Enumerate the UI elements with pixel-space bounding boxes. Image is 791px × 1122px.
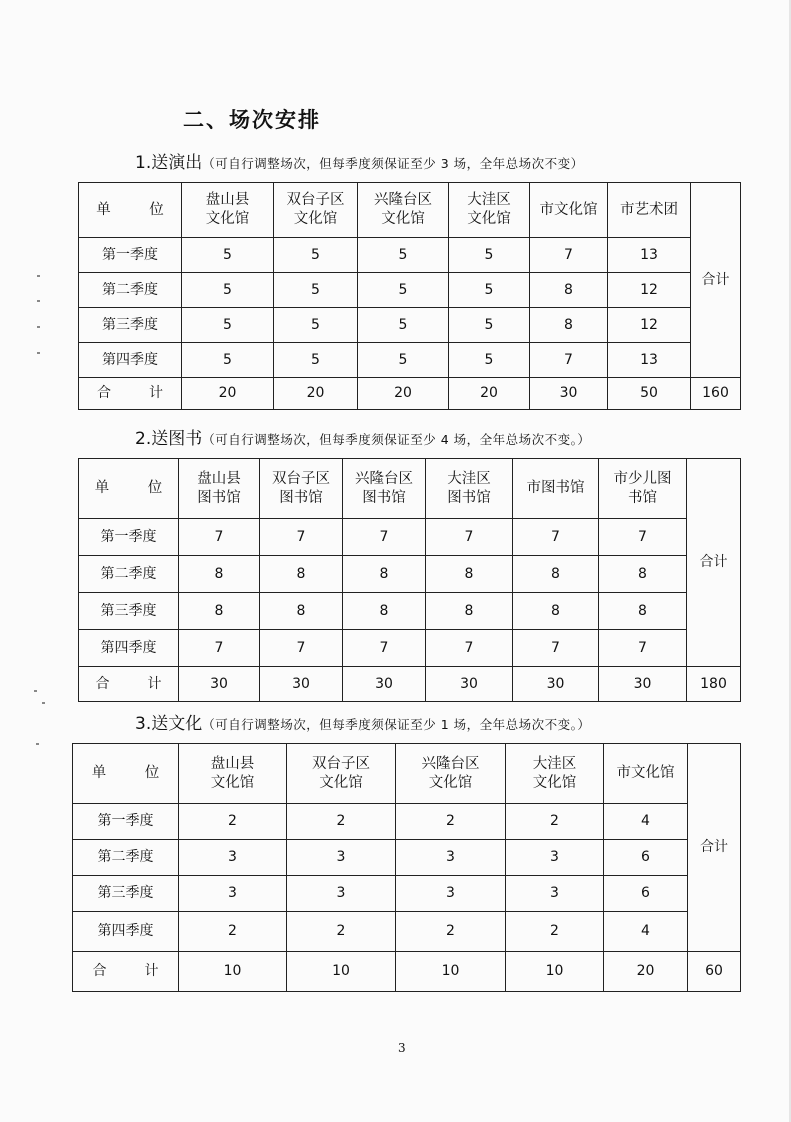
cell: 8 [530,308,608,343]
scan-speck [34,690,37,692]
sum-cell: 10 [179,952,287,992]
section-1-heading [135,148,584,173]
table-row [73,876,741,912]
section-1-title: 1.送演出 [135,153,203,173]
header-line: 双台子区 [312,755,370,772]
cell: 8 [599,593,687,630]
grand-total-cell: 180 [687,667,741,702]
table-sum-row [73,952,741,992]
cell: 8 [343,593,426,630]
row-label: 第四季度 [79,630,179,667]
header-line: 图书馆 [447,489,491,506]
column-header [287,744,396,804]
cell: 5 [449,343,530,378]
section-3-heading [135,709,590,734]
cell: 7 [599,519,687,556]
column-header [604,744,688,804]
header-line: 市图书馆 [526,480,585,497]
header-line: 市文化馆 [539,201,598,218]
row-label: 第四季度 [73,912,179,952]
sum-cell: 20 [604,952,688,992]
cell: 7 [530,343,608,378]
table-row [79,593,741,630]
page-title: 二、场次安排 [183,108,321,132]
cell: 5 [274,308,358,343]
cell: 7 [179,519,260,556]
row-label: 第三季度 [79,593,179,630]
unit-label: 单 位 [79,183,182,238]
table-header-row [79,183,741,238]
section-3-note: （可自行调整场次，但每季度须保证至少 1 场，全年总场次不变。） [202,717,591,732]
cell: 3 [396,876,506,912]
cell: 5 [274,273,358,308]
header-line: 大洼区 [532,755,577,772]
cell: 5 [182,238,274,273]
cell: 5 [358,308,449,343]
sum-cell: 30 [260,667,343,702]
header-line: 图书馆 [197,489,241,506]
page-number: 3 [398,1041,406,1055]
header-line: 大洼区 [447,470,491,487]
column-header [358,183,449,238]
header-line: 文化馆 [210,774,255,791]
cell: 2 [179,804,287,840]
cell: 5 [449,238,530,273]
header-line: 文化馆 [319,774,363,791]
cell: 5 [182,343,274,378]
header-line: 文化馆 [467,211,511,227]
unit-label: 单 位 [79,459,179,519]
column-header [530,183,608,238]
header-line: 图书馆 [279,489,323,506]
header-line: 市文化馆 [616,765,675,782]
section-2-title: 2.送图书 [135,429,203,449]
column-header [506,744,604,804]
scan-speck [37,352,40,354]
header-line: 文化馆 [428,774,473,791]
sum-cell: 10 [287,952,396,992]
unit-label: 单 位 [73,744,179,804]
cell: 13 [608,238,691,273]
column-header [260,459,343,519]
sum-label: 合 计 [73,952,179,992]
row-label: 第二季度 [73,840,179,876]
scan-speck [37,275,40,277]
row-label: 第四季度 [79,343,182,378]
cell: 3 [179,876,287,912]
cell: 8 [530,273,608,308]
row-label: 第一季度 [73,804,179,840]
header-line: 双台子区 [286,192,345,209]
section-3-title: 3.送文化 [135,714,203,734]
column-header [608,183,691,238]
table-row [79,308,741,343]
cell: 3 [287,840,396,876]
cell: 5 [358,238,449,273]
cell: 7 [513,519,599,556]
cell: 3 [396,840,506,876]
header-line: 书馆 [628,489,657,506]
header-line: 市少儿图 [613,470,672,487]
cell: 5 [358,273,449,308]
cell: 2 [287,804,396,840]
cell: 7 [260,630,343,667]
cell: 7 [426,630,513,667]
cell: 5 [449,273,530,308]
sum-cell: 20 [449,378,530,410]
header-line: 市艺术团 [620,201,678,218]
sum-cell: 30 [179,667,260,702]
column-header [513,459,599,519]
sum-cell: 30 [343,667,426,702]
row-label: 第一季度 [79,238,182,273]
header-line: 大洼区 [467,192,511,209]
cell: 5 [182,308,274,343]
cell: 8 [599,556,687,593]
cell: 7 [179,630,260,667]
column-header [343,459,426,519]
row-label: 第二季度 [79,556,179,593]
grand-total-cell: 160 [691,378,741,410]
total-column-label: 合计 [687,459,741,667]
header-line: 兴隆台区 [374,192,432,209]
cell: 5 [274,343,358,378]
scan-speck [37,326,40,328]
header-line: 图书馆 [362,489,406,506]
row-label: 第一季度 [79,519,179,556]
cell: 2 [506,912,604,952]
sum-cell: 10 [396,952,506,992]
cell: 8 [343,556,426,593]
cell: 7 [260,519,343,556]
table-row [79,630,741,667]
table-header-row [79,459,741,519]
cell: 2 [396,804,506,840]
cell: 8 [179,593,260,630]
section-1-table [78,182,741,410]
header-line: 盘山县 [197,470,241,487]
cell: 3 [506,876,604,912]
header-line: 文化馆 [381,211,425,227]
table-row [79,343,741,378]
cell: 5 [358,343,449,378]
sum-cell: 30 [530,378,608,410]
column-header [274,183,358,238]
sum-cell: 30 [599,667,687,702]
table-row [73,840,741,876]
cell: 7 [513,630,599,667]
total-column-label: 合计 [688,744,741,952]
cell: 7 [343,519,426,556]
cell: 2 [287,912,396,952]
cell: 8 [179,556,260,593]
column-header [179,459,260,519]
section-2-heading [135,424,590,449]
cell: 5 [449,308,530,343]
header-line: 盘山县 [210,755,255,772]
cell: 4 [604,804,688,840]
table-sum-row [79,378,741,410]
section-2-note: （可自行调整场次，但每季度须保证至少 4 场，全年总场次不变。） [202,432,591,447]
cell: 6 [604,840,688,876]
column-header [599,459,687,519]
cell: 7 [599,630,687,667]
cell: 3 [287,876,396,912]
scan-speck [36,743,39,745]
sum-cell: 30 [513,667,599,702]
cell: 3 [179,840,287,876]
sum-cell: 30 [426,667,513,702]
sum-cell: 20 [274,378,358,410]
section-3-table [72,743,741,992]
section-1-note: （可自行调整场次，但每季度须保证至少 3 场，全年总场次不变） [202,156,584,171]
cell: 7 [530,238,608,273]
table-header-row [73,744,741,804]
cell: 5 [182,273,274,308]
sum-label: 合 计 [79,667,179,702]
header-line: 盘山县 [205,192,250,209]
header-line: 兴隆台区 [355,470,413,487]
header-line: 文化馆 [205,211,250,227]
column-header [396,744,506,804]
cell: 8 [260,593,343,630]
header-line: 文化馆 [532,774,577,791]
table-row [79,519,741,556]
row-label: 第三季度 [79,308,182,343]
table-row [79,238,741,273]
cell: 8 [260,556,343,593]
scan-speck [42,702,45,704]
column-header [449,183,530,238]
cell: 13 [608,343,691,378]
cell: 12 [608,308,691,343]
cell: 8 [426,593,513,630]
cell: 6 [604,876,688,912]
cell: 8 [513,556,599,593]
header-line: 文化馆 [293,211,338,227]
sum-label: 合 计 [79,378,182,410]
sum-cell: 10 [506,952,604,992]
cell: 2 [396,912,506,952]
table-row [73,912,741,952]
header-line: 兴隆台区 [421,755,480,772]
row-label: 第三季度 [73,876,179,912]
cell: 2 [179,912,287,952]
cell: 8 [426,556,513,593]
row-label: 第二季度 [79,273,182,308]
column-header [426,459,513,519]
sum-cell: 20 [182,378,274,410]
cell: 3 [506,840,604,876]
cell: 4 [604,912,688,952]
cell: 7 [426,519,513,556]
section-2-table [78,458,741,702]
column-header [182,183,274,238]
column-header [179,744,287,804]
sum-cell: 50 [608,378,691,410]
cell: 8 [513,593,599,630]
table-row [79,273,741,308]
cell: 5 [274,238,358,273]
table-sum-row [79,667,741,702]
header-line: 双台子区 [272,470,330,487]
scan-speck [37,300,40,302]
cell: 2 [506,804,604,840]
sum-cell: 20 [358,378,449,410]
cell: 12 [608,273,691,308]
cell: 7 [343,630,426,667]
table-row [79,556,741,593]
grand-total-cell: 60 [688,952,741,992]
total-column-label: 合计 [691,183,741,378]
table-row [73,804,741,840]
